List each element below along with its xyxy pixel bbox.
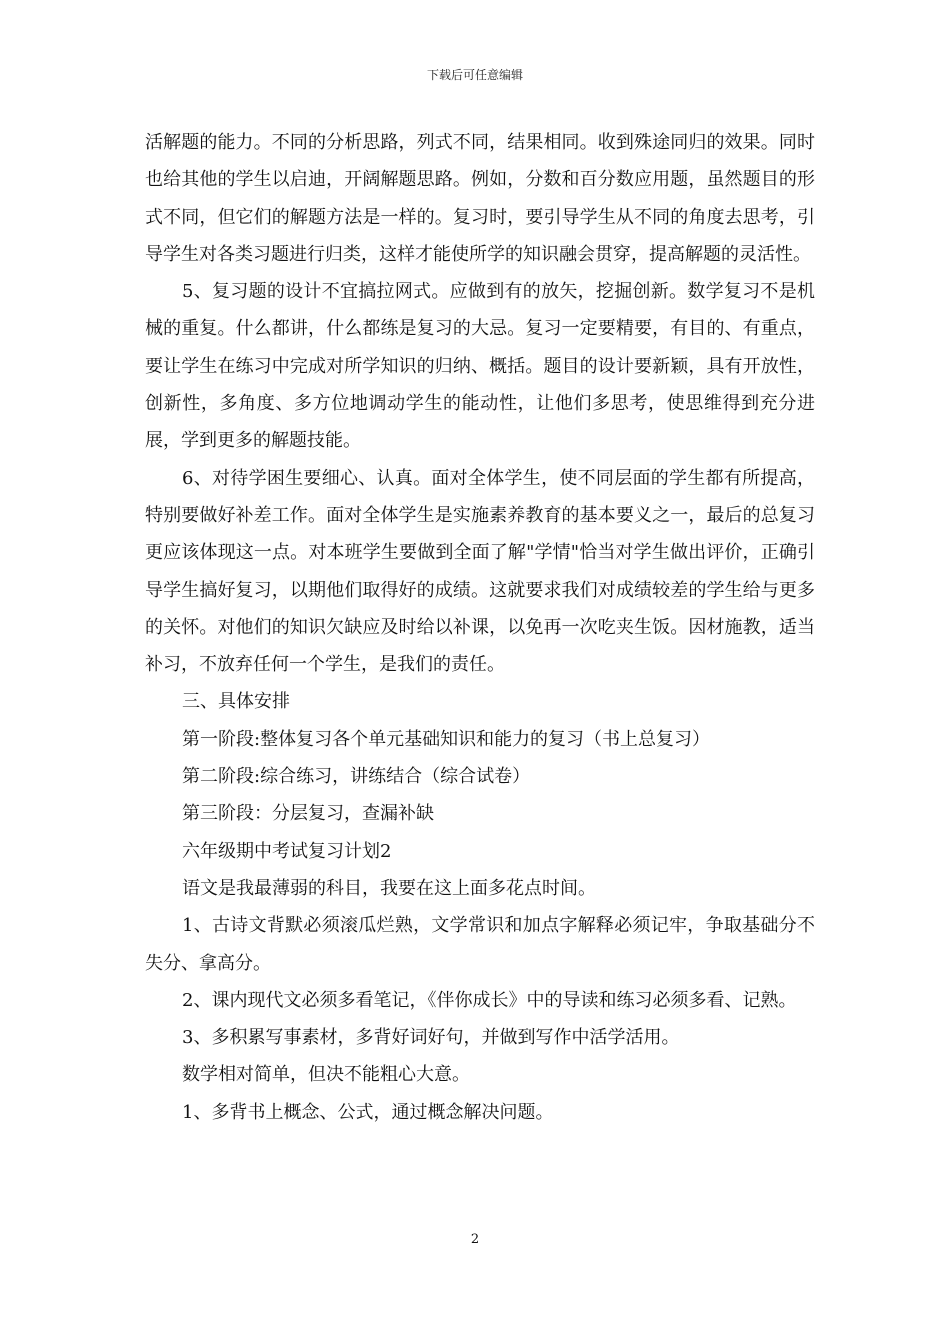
chinese-item-3: 3、多积累写事素材，多背好词好句，并做到写作中活学活用。 [182,1027,680,1049]
chinese-item-1: 1、古诗文背默必须滚瓜烂熟，文学常识和加点字解释必须记牢，争取基础分不失分、拿高分。 [145,915,815,974]
stage-three-line: 第三阶段：分层复习，查漏补缺 [182,803,434,825]
paragraph-continued-solving-ability: 活解题的能力。不同的分析思路，列式不同，结果相同。收到殊途同归的效果。同时也给其他的学生以启迪，开阔解题思路。例如，分数和百分数应用题，虽然题目的形式不同，但它们的解题方法是一样的。复习时，要引导学生从不同的角度去思考，引导学生对各类习题进行归类，这样才能使所学的知识融会贯穿，提高解题的灵活性。 [145,132,815,265]
plan-2-title: 六年级期中考试复习计划2 [182,840,392,862]
page-header: 下载后可任意编辑 [426,68,523,82]
chinese-item-2: 2、课内现代文必须多看笔记，《伴你成长》中的导读和练习必须多看、记熟。 [182,989,797,1011]
section-heading-specific-arrangement: 三、具体安排 [182,691,290,713]
stage-one-line: 第一阶段:整体复习各个单元基础知识和能力的复习（书上总复习） [182,728,711,750]
paragraph-item-5-review-design: 5、复习题的设计不宜搞拉网式。应做到有的放矢，挖掘创新。数学复习不是机械的重复。什么都讲，什么都练是复习的大忌。复习一定要精要，有目的、有重点，要让学生在练习中完成对所学知识的归纳、概括。题目的设计要新颖，具有开放性，创新性，多角度、多方位地调动学生的能动性，让他们多思考，使思维得到充分进展，学到更多的解题技能。 [145,281,815,452]
stage-two-line: 第二阶段:综合练习，讲练结合（综合试卷） [182,766,531,788]
document-body [145,124,815,1131]
paragraph-item-6-struggling-students: 6、对待学困生要细心、认真。面对全体学生，使不同层面的学生都有所提高，特别要做好补差工作。面对全体学生是实施素养教育的基本要义之一，最后的总复习更应该体现这一点。对本班学生要做到全面了解"学情"恰当对学生做出评价，正确引导学生搞好复习，以期他们取得好的成绩。这就要求我们对成绩较差的学生给与更多的关怀。对他们的知识欠缺应及时给以补课，以免再一次吃夹生饭。因材施教，适当补习，不放弃任何一个学生，是我们的责任。 [145,467,815,676]
math-subject-intro: 数学相对简单，但决不能粗心大意。 [182,1064,470,1086]
math-item-1: 1、多背书上概念、公式，通过概念解决问题。 [182,1101,554,1123]
chinese-subject-intro: 语文是我最薄弱的科目，我要在这上面多花点时间。 [182,877,596,899]
page-number: 2 [470,1232,480,1247]
